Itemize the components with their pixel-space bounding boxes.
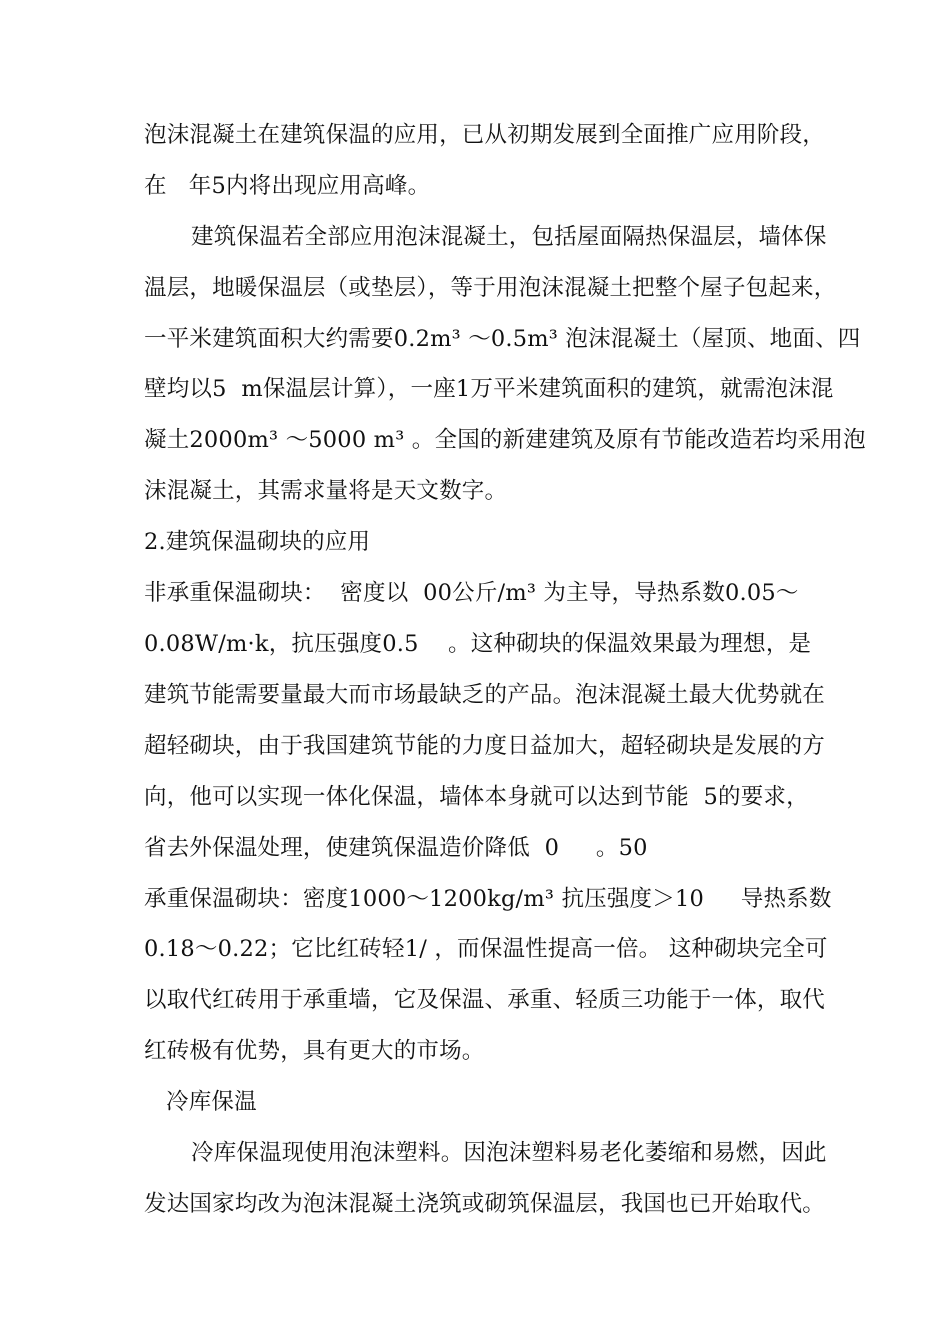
paragraph-line: 发达国家均改为泡沫混凝土浇筑或砌筑保温层，我国也已开始取代。 [144,1191,826,1217]
paragraph-line: 建筑保温若全部应用泡沫混凝土，包括屋面隔热保温层，墙体保 [191,224,827,250]
paragraph-line: 省去外保温处理，使建筑保温造价降低 0 。50 [144,835,648,861]
section-heading: 2.建筑保温砌块的应用 [144,529,371,555]
paragraph-line: 0.08W/m·k，抗压强度0.5 。这种砌块的保温效果最为理想，是 [144,631,812,657]
paragraph-line: 承重保温砌块：密度1000～1200kg/m³ 抗压强度＞10 导热系数 [144,886,832,912]
paragraph-line: 建筑节能需要量最大而市场最缺乏的产品。泡沫混凝土最大优势就在 [144,682,826,708]
paragraph-line: 泡沫混凝土在建筑保温的应用，已从初期发展到全面推广应用阶段， [144,122,826,148]
paragraph-line: 温层，地暖保温层（或垫层），等于用泡沫混凝土把整个屋子包起来， [144,275,837,301]
paragraph-line: 0.18～0.22；它比红砖轻1/ ，而保温性提高一倍。 这种砌块完全可 [144,936,828,962]
paragraph-line: 凝土2000m³ ～5000 m³ 。全国的新建建筑及原有节能改造若均采用泡 [144,427,866,453]
paragraph-line: 以取代红砖用于承重墙，它及保温、承重、轻质三功能于一体，取代 [144,987,826,1013]
paragraph-line: 在 年5内将出现应用高峰。 [144,173,431,199]
paragraph-line: 非承重保温砌块： 密度以 00公斤/m³ 为主导，导热系数0.05～ [144,580,799,606]
paragraph-line: 一平米建筑面积大约需要0.2m³ ～0.5m³ 泡沫混凝土（屋顶、地面、四 [144,326,861,352]
paragraph-line: 壁均以5 m保温层计算），一座1万平米建筑面积的建筑，就需泡沫混 [144,376,834,402]
paragraph-line: 沫混凝土，其需求量将是天文数字。 [144,478,508,504]
paragraph-line: 超轻砌块，由于我国建筑节能的力度日益加大，超轻砌块是发展的方 [144,733,826,759]
paragraph-line: 向，他可以实现一体化保温，墙体本身就可以达到节能 5的要求， [144,784,809,810]
section-heading: 冷库保温 [166,1089,257,1115]
paragraph-line: 冷库保温现使用泡沫塑料。因泡沫塑料易老化萎缩和易燃，因此 [191,1140,827,1166]
paragraph-line: 红砖极有优势，具有更大的市场。 [144,1038,485,1064]
